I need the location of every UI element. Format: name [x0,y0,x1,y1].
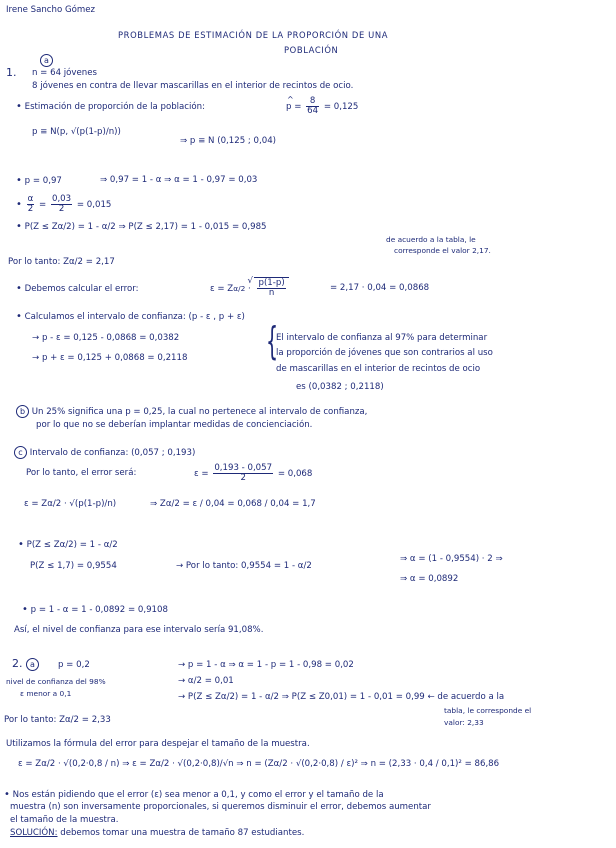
alpha-half: • $\frac{\alpha}{2}$ = $\frac{0,03}{2}$ = 0,015 [16,194,112,215]
p2-z-value: Por lo tanto: Zα/2 = 2,33 [4,715,111,725]
z-value: Por lo tanto: Zα/2 = 2,17 [8,257,115,267]
error-calc: = 2,17 · 0,04 = 0,0868 [330,283,430,293]
p2-r2: → α/2 = 0,01 [178,676,234,686]
interval-upper: → p + ε = 0,125 + 0,0868 = 0,2118 [32,353,188,363]
estimation-label: • Estimación de proporción de la población: [16,101,206,112]
interval-label: • Calculamos el intervalo de confianza: (p - ε , p + ε) [16,311,245,322]
distribution-specific: ⇒ p ≡ N (0,125 ; 0,04) [180,136,277,146]
interval-text-3: de mascarillas en el interior de recintos de ocio [276,364,481,374]
alpha-calc: ⇒ 0,97 = 1 - α ⇒ α = 1 - 0,97 = 0,03 [100,175,258,185]
error-formula: ε = Zα/2 · √ $\frac{p(1-p)}{n}$ [210,277,289,298]
part-c-z-calc: ⇒ Zα/2 = ε / 0,04 = 0,068 / 0,04 = 1,7 [150,499,316,509]
part-c-error-calc: ε = $\frac{0,193 - 0,057}{2}$ = 0,068 [194,463,313,484]
part-c-interval: c Intervalo de confianza: (0,057 ; 0,193) [14,446,195,459]
part-c-prob-val: P(Z ≤ 1,7) = 0,9554 [30,561,117,571]
confidence-line: • p = 0,97 [16,175,62,186]
p2-note-3: el tamaño de la muestra. [10,815,119,825]
brace: { [266,319,279,363]
page-title-line2: POBLACIÓN [284,45,339,55]
part-c-prob: • P(Z ≤ Zα/2) = 1 - α/2 [18,539,118,550]
p2-formula-label: Utilizamos la fórmula del error para despejar el tamaño de la muestra. [6,739,310,749]
p2-note-1: • Nos están pidiendo que el error (ε) sea menor a 0,1, y como el error y el tamaño de la [4,789,384,800]
author-name: Irene Sancho Gómez [6,5,96,15]
table-note: de acuerdo a la tabla, le [386,235,476,244]
part-c-p: • p = 1 - α = 1 - 0,0892 = 0,9108 [22,604,168,615]
p2-r1: → p = 1 - α ⇒ α = 1 - p = 1 - 0,98 = 0,02 [178,660,354,670]
interval-text-1: El intervalo de confianza al 97% para determinar [276,333,488,343]
part-c-error-label: Por lo tanto, el error será: [26,468,137,478]
interval-text-2: la proporción de jóvenes que son contrarios al uso [276,348,493,358]
problem-number-2: 2. a [12,658,39,671]
part-b-line2: por lo que no se deberían implantar medidas de concienciación. [36,420,313,430]
part-c-conclusion: Así, el nivel de confianza para ese intervalo sería 91,08%. [14,625,264,635]
page-title: PROBLEMAS DE ESTIMACIÓN DE LA PROPORCIÓN DE UNA [118,30,389,40]
p2-r4: tabla, le corresponde el [444,706,532,715]
p2-r3: → P(Z ≤ Zα/2) = 1 - α/2 ⇒ P(Z ≤ Z0,01) = 1 - 0,01 = 0,99 ← de acuerdo a la [178,692,505,702]
p-hat-calc: ^ p = $\frac{8}{64}$ = 0,125 [286,97,358,116]
p2-conf-note: nivel de confianza del 98% [6,677,106,686]
p2-r5: valor: 2,33 [444,718,484,727]
p2-err-note: ε menor a 0,1 [20,689,72,698]
p2-solution: SOLUCIÓN: debemos tomar una muestra de tamaño 87 estudiantes. [10,828,305,838]
p2-formula: ε = Zα/2 · √(0,2·0,8 / n) ⇒ ε = Zα/2 · √(0,2·0,8)/√n ⇒ n = (Zα/2 · √(0,2·0,8) / ε)² ⇒ n = (2,33 · 0,4 / 0,1)² = 86,86 [18,759,500,769]
interval-lower: → p - ε = 0,125 - 0,0868 = 0,0382 [32,333,180,343]
part-b-line1: b Un 25% significa una p = 0,25, la cual no pertenece al intervalo de confianza, [16,405,367,418]
part-c-alpha2: ⇒ α = 0,0892 [400,574,459,584]
interval-text-4: es (0,0382 ; 0,2118) [296,382,384,392]
part-c-arrow: → Por lo tanto: 0,9554 = 1 - α/2 [176,561,312,571]
p2-p-value: p = 0,2 [58,660,90,670]
distribution-general: p ≡ N(p, √(p(1-p)/n)) [32,127,121,137]
part-marker-1a: a [40,54,53,67]
part-c-eps: ε = Zα/2 · √(p(1-p)/n) [24,499,117,509]
error-label: • Debemos calcular el error: [16,283,139,294]
problem-number-1: 1. [6,66,17,79]
part-c-alpha1: ⇒ α = (1 - 0,9554) · 2 ⇒ [400,554,503,564]
sample-size: n = 64 jóvenes [32,68,98,78]
p2-note-2: muestra (n) son inversamente proporcionales, si queremos disminuir el error, debemos aumentar [10,802,431,812]
probability-line: • P(Z ≤ Zα/2) = 1 - α/2 ⇒ P(Z ≤ 2,17) = 1 - 0,015 = 0,985 [16,221,267,232]
table-note-2: corresponde el valor 2,17. [394,246,491,255]
sample-count: 8 jóvenes en contra de llevar mascarillas en el interior de recintos de ocio. [32,81,354,91]
